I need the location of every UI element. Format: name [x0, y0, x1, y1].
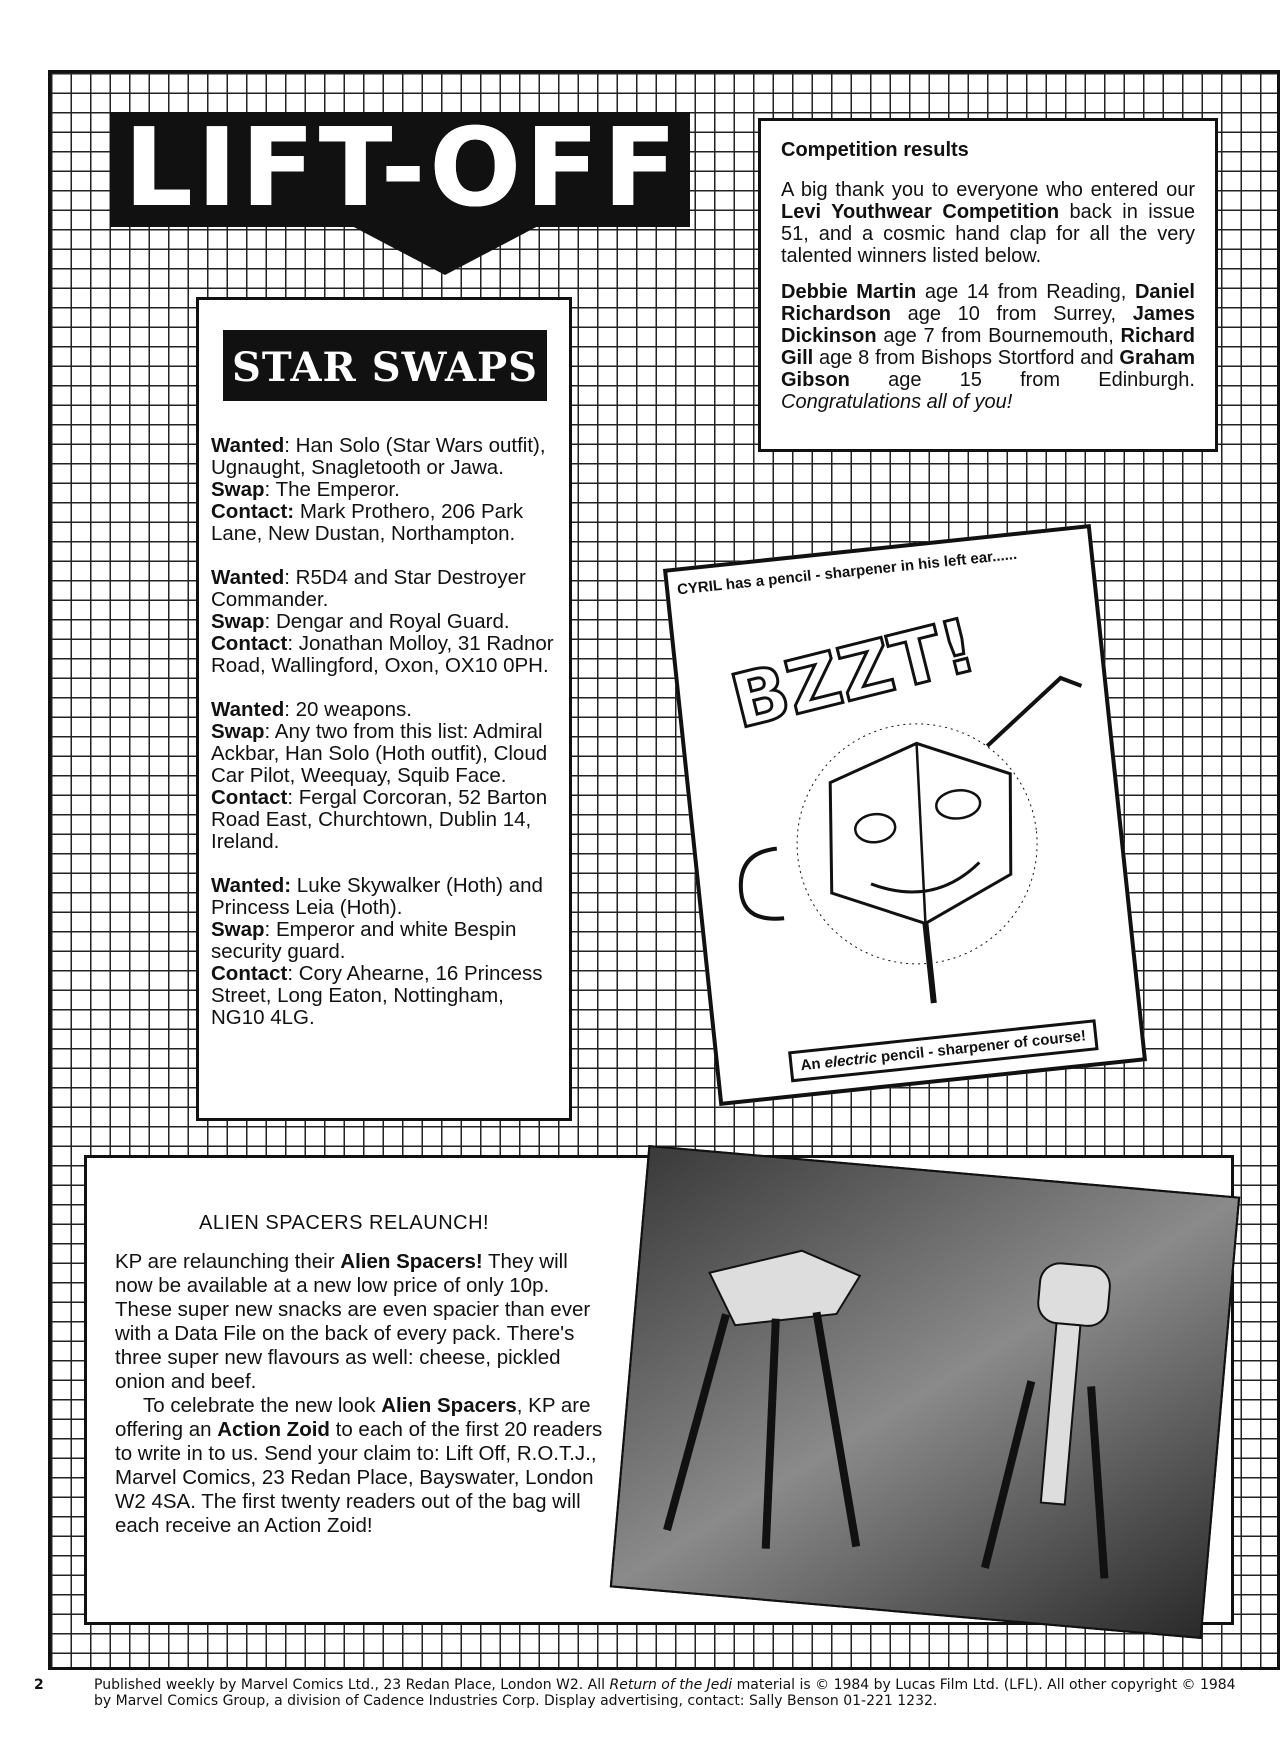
competition-results-panel [758, 118, 1218, 452]
publisher-notice: Published weekly by Marvel Comics Ltd., 23 Redan Place, London W2. All Return of the Jedi material is © 1984 by Lucas Film Ltd. (LFL). All other copyright © 1984 by Marvel Comics Group, a division of Cadence Industries Corp. Display advertising, contact: Sally Benson 01-221 1232. [94, 1677, 1236, 1709]
alien-paragraph-2: To celebrate the new look Alien Spacers, KP are offering an Action Zoid to each of the first 20 readers to write in to us. Send your claim to: Lift Off, R.O.T.J., Marvel Comics, 23 Redan Place, Bayswater, London W2 4SA. The first twenty readers out of the bag will each receive an Action Zoid! [115, 1394, 603, 1537]
competition-heading: Competition results [781, 139, 969, 161]
action-zoid-photo [610, 1145, 1240, 1639]
bzzt-sound: BZZT! [722, 602, 985, 746]
cyril-cartoon [663, 524, 1147, 1106]
cyril-neck [925, 923, 933, 1003]
alien-spacers-body [115, 1250, 609, 1538]
cartoon-caption-top: CYRIL has a pencil - sharpener in his left ear...... [676, 545, 1018, 599]
zoid-photo-drawing [612, 1147, 1238, 1637]
zoid-right-head [1037, 1262, 1112, 1328]
page-number: 2 [34, 1677, 44, 1693]
cartoon-drawing [691, 565, 1125, 1043]
competition-intro: A big thank you to everyone who entered our Levi Youthwear Competition back in issue 51, and a cosmic hand clap for all the very talented winners listed below. [781, 179, 1195, 267]
star-swaps-title: STAR SWAPS [223, 330, 547, 401]
swap-entry: Wanted: Han Solo (Star Wars outfit), Ugnaught, Snagletooth or Jawa. Swap: The Emperor. Contact: Mark Prothero, 206 Park Lane, New Dustan, Northampton. [211, 434, 546, 545]
competition-winners: Debbie Martin age 14 from Reading, Daniel Richardson age 10 from Surrey, James Dickinson age 7 from Bournemouth, Richard Gill age 8 from Bishops Stortford and Graham Gibson age 15 from Edinburgh. Congratulations all of you! [781, 281, 1195, 413]
swap-entry: Wanted: 20 weapons. Swap: Any two from this list: Admiral Ackbar, Han Solo (Hoth outfit), Cloud Car Pilot, Weequay, Squib Face. Contact: Fergal Corcoran, 52 Barton Road East, Churchtown, Dublin 14, Ireland. [211, 698, 548, 853]
cartoon-caption-bottom: An electric pencil - sharpener of course! [788, 1019, 1098, 1082]
pencil-hand [981, 676, 1087, 746]
star-swaps-panel [196, 297, 572, 1121]
logo-pointer [350, 225, 540, 275]
lift-off-logo [110, 106, 690, 277]
swap-entry: Wanted: Luke Skywalker (Hoth) and Princess Leia (Hoth). Swap: Emperor and white Bespin security guard. Contact: Cory Ahearne, 16 Princess Street, Long Eaton, Nottingham, NG10 4LG. [211, 874, 543, 1029]
star-swaps-list [211, 435, 557, 1029]
cup-handle [737, 849, 784, 923]
swap-entry: Wanted: R5D4 and Star Destroyer Commander. Swap: Dengar and Royal Guard. Contact: Jonathan Molloy, 31 Radnor Road, Wallingford, Oxon, OX10 0PH. [211, 566, 554, 677]
logo-text: LIFT-OFF [124, 106, 681, 231]
alien-spacers-heading: ALIEN SPACERS RELAUNCH! [199, 1212, 490, 1234]
alien-paragraph-1: KP are relaunching their Alien Spacers! They will now be available at a new low price of only 10p. These super new snacks are even spacier than ever with a Data File on the back of every pack. There's three super new flavours as well: cheese, pickled onion and beef. [115, 1250, 591, 1393]
